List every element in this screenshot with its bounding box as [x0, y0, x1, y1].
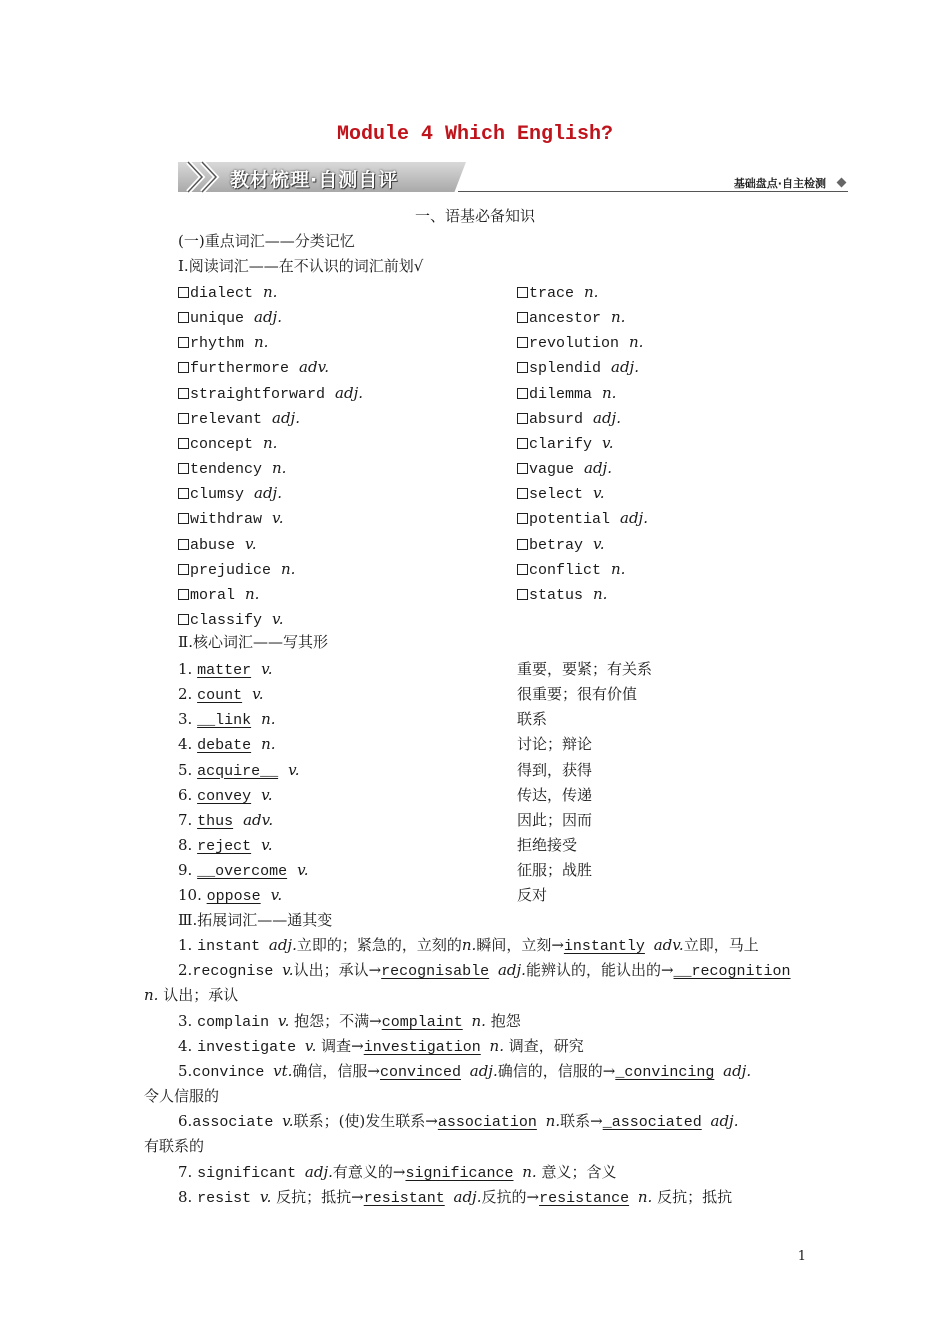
vocab-word: dialect [190, 285, 254, 302]
checkbox[interactable] [517, 337, 528, 348]
vocab-word: unique [190, 310, 245, 328]
vocab-word: abuse [190, 536, 236, 554]
item-number: 5. [178, 760, 193, 779]
answer-blank[interactable]: debate [197, 737, 252, 755]
part-of-speech: adj. [272, 408, 300, 427]
part-of-speech: v. [288, 760, 300, 779]
core-meaning: 传达，传递 [517, 785, 593, 804]
core-meaning: 很重要；很有价值 [517, 685, 638, 704]
vocab-item [178, 559, 295, 581]
vocab-item [517, 282, 598, 304]
item-number: 8. [178, 836, 193, 855]
vocab-word: trace [529, 285, 575, 302]
vocab-item [178, 534, 256, 556]
core-item [178, 659, 273, 681]
part2-heading: Ⅱ.核心词汇——写其形 [178, 633, 328, 651]
core-item [178, 760, 300, 782]
vocab-word: absurd [529, 410, 584, 428]
checkbox[interactable] [178, 287, 189, 298]
checkbox[interactable] [178, 388, 189, 399]
banner-right-text: 基础盘点·自主检测 [733, 177, 826, 190]
checkbox[interactable] [178, 463, 189, 474]
part-of-speech: v. [593, 534, 605, 553]
part-of-speech: n. [611, 559, 626, 578]
subheading: (一)重点词汇——分类记忆 [178, 232, 355, 250]
vocab-word: conflict [529, 561, 602, 579]
core-item [178, 810, 273, 832]
vocab-word: clarify [529, 435, 593, 453]
vocab-item [178, 282, 277, 304]
vocab-item [517, 584, 607, 606]
vocab-item [517, 408, 621, 430]
checkbox[interactable] [517, 488, 528, 499]
part3-heading: Ⅲ.拓展词汇——通其变 [178, 911, 333, 929]
core-meaning: 重要，要紧；有关系 [517, 660, 653, 678]
answer-blank[interactable]: count [197, 687, 243, 705]
checkbox[interactable] [517, 589, 528, 600]
answer-blank[interactable]: __overcome [197, 863, 288, 881]
part-of-speech: v. [593, 484, 605, 503]
core-item [178, 835, 273, 857]
part1-heading: Ⅰ.阅读词汇——在不认识的词汇前划√ [178, 257, 424, 275]
checkbox[interactable] [517, 287, 528, 298]
ext-item-5: 5.convince vt.确信，信服→convinced adj.确信的，信服的→_convincing adj. [178, 1062, 752, 1081]
item-number: 1. [178, 660, 193, 678]
checkbox[interactable] [178, 488, 189, 499]
item-number: 2. [178, 685, 193, 704]
part-of-speech: n. [584, 283, 599, 301]
ext-item-3: 3. complain v. 抱怨；不满→complaint n. 抱怨 [178, 1012, 521, 1031]
ext-item-5-cont: 令人信服的 [144, 1087, 220, 1105]
checkbox[interactable] [517, 463, 528, 474]
vocab-word: ancestor [529, 310, 602, 328]
vocab-word: splendid [529, 360, 602, 378]
section-banner [178, 160, 848, 196]
item-number: 4. [178, 735, 193, 754]
vocab-item [517, 332, 643, 354]
vocab-item [517, 357, 639, 379]
vocab-word: straightforward [190, 385, 326, 403]
banner-divider [458, 191, 848, 192]
chevron-arrows-icon [184, 160, 234, 194]
answer-blank[interactable]: oppose [206, 888, 261, 906]
item-number: 9. [178, 861, 193, 880]
vocab-item [517, 559, 625, 581]
vocab-item [178, 458, 286, 480]
vocab-word: vague [529, 461, 575, 479]
ext-item-8: 8. resist v. 反抗；抵抗→resistant adj.反抗的→resistance n. 反抗；抵抗 [178, 1188, 733, 1207]
checkbox[interactable] [178, 362, 189, 373]
vocab-item [517, 383, 616, 405]
part-of-speech: v. [245, 534, 257, 553]
part-of-speech: n. [263, 283, 278, 301]
vocab-item [517, 534, 604, 556]
vocab-item [178, 508, 283, 530]
part-of-speech: adj. [254, 484, 282, 503]
answer-blank[interactable]: convey [197, 787, 252, 805]
part-of-speech: v. [602, 433, 614, 452]
vocab-word: dilemma [529, 385, 593, 403]
answer-blank[interactable]: thus [197, 812, 234, 830]
part-of-speech: n. [629, 333, 644, 352]
vocab-word: concept [190, 435, 254, 453]
part-of-speech: n. [281, 559, 296, 578]
page-number: 1 [797, 1249, 806, 1264]
vocab-item [178, 357, 329, 379]
vocab-word: withdraw [190, 511, 263, 529]
vocab-item [178, 433, 277, 455]
part-of-speech: adj. [254, 308, 282, 327]
vocab-word: furthermore [190, 360, 290, 378]
core-meaning: 因此；因而 [517, 810, 593, 829]
core-meaning: 征服；战胜 [517, 861, 593, 880]
vocab-word: revolution [529, 335, 620, 353]
ext-item-1: 1. instant adj.立即的；紧急的，立刻的n.瞬间，立刻→instantly adv.立即，马上 [178, 936, 759, 955]
part-of-speech: v. [252, 685, 264, 704]
banner-left-text: 教材梳理·自测自评 [230, 169, 399, 191]
answer-blank[interactable]: matter [197, 662, 252, 679]
checkbox[interactable] [178, 614, 189, 625]
part-of-speech: adv. [243, 810, 274, 829]
part-of-speech: n. [261, 735, 276, 754]
vocab-item [178, 383, 363, 405]
part-of-speech: adj. [593, 408, 621, 427]
part-of-speech: n. [272, 459, 287, 478]
item-number: 6. [178, 785, 193, 804]
vocab-item [517, 483, 604, 505]
core-meaning: 联系 [517, 710, 548, 729]
answer-blank[interactable]: reject [197, 838, 252, 856]
part-of-speech: v. [261, 785, 273, 804]
checkbox[interactable] [178, 413, 189, 424]
core-item [178, 860, 309, 882]
ext-item-4: 4. investigate v. 调查→investigation n. 调查，研究 [178, 1037, 584, 1056]
diamond-icon [837, 178, 847, 188]
part-of-speech: v. [261, 660, 273, 678]
part-of-speech: adj. [611, 358, 639, 377]
checkbox[interactable] [517, 388, 528, 399]
part-of-speech: n. [263, 433, 278, 452]
vocab-word: status [529, 586, 584, 604]
checkbox[interactable] [178, 312, 189, 323]
part-of-speech: v. [297, 861, 309, 880]
part-of-speech: v. [272, 509, 284, 528]
part-of-speech: n. [593, 584, 608, 603]
part-of-speech: adj. [335, 383, 363, 402]
answer-blank[interactable]: acquire__ [197, 762, 279, 780]
part-of-speech: adv. [299, 358, 330, 377]
checkbox[interactable] [178, 513, 189, 524]
vocab-item [178, 483, 282, 505]
checkbox[interactable] [178, 337, 189, 348]
checkbox[interactable] [178, 564, 189, 575]
vocab-word: moral [190, 586, 236, 604]
ext-item-2-cont: n. 认出；承认 [144, 986, 239, 1004]
vocab-item [178, 332, 268, 354]
checkbox[interactable] [517, 539, 528, 550]
ext-item-6: 6.associate v.联系；(使)发生联系→association n.联系→_associated adj. [178, 1112, 739, 1131]
part-of-speech: n. [602, 383, 617, 402]
part-of-speech: adj. [584, 459, 612, 478]
checkbox[interactable] [517, 564, 528, 575]
core-meaning: 得到，获得 [517, 760, 593, 779]
checkbox[interactable] [517, 438, 528, 449]
part-of-speech: n. [254, 333, 269, 352]
part-of-speech: n. [245, 584, 260, 603]
core-meaning: 反对 [517, 886, 548, 905]
vocab-word: betray [529, 536, 584, 554]
vocab-word: relevant [190, 410, 263, 428]
part-of-speech: n. [611, 308, 626, 327]
vocab-word: classify [190, 611, 263, 629]
core-item [178, 885, 282, 907]
ext-item-7: 7. significant adj.有意义的→significance n. 意义；含义 [178, 1163, 617, 1182]
checkbox[interactable] [178, 589, 189, 600]
core-item [178, 785, 273, 807]
checkbox[interactable] [517, 513, 528, 524]
part-of-speech: adj. [620, 509, 648, 528]
core-item [178, 709, 276, 731]
answer-blank[interactable]: __link [197, 712, 252, 730]
vocab-item [178, 584, 259, 606]
vocab-word: select [529, 486, 584, 504]
vocab-word: clumsy [190, 486, 245, 504]
item-number: 10. [178, 886, 202, 905]
core-meaning: 拒绝接受 [517, 836, 578, 855]
vocab-word: rhythm [190, 335, 245, 353]
vocab-item [517, 307, 625, 329]
section-heading: 一、语基必备知识 [414, 207, 535, 225]
vocab-item [178, 609, 283, 631]
vocab-item [178, 307, 282, 329]
ext-item-2: 2.recognise v.认出；承认→recognisable adj.能辨认的，能认出的→__recognition [178, 961, 791, 980]
item-number: 3. [178, 710, 193, 729]
vocab-word: potential [529, 511, 611, 529]
item-number: 7. [178, 810, 193, 829]
checkbox[interactable] [517, 362, 528, 373]
part-of-speech: v. [261, 836, 273, 855]
page-title: Module 4 Which English? [336, 123, 614, 146]
checkbox[interactable] [517, 312, 528, 323]
ext-item-6-cont: 有联系的 [144, 1137, 205, 1155]
checkbox[interactable] [517, 413, 528, 424]
part-of-speech: v. [272, 609, 284, 628]
checkbox[interactable] [178, 438, 189, 449]
vocab-item [517, 508, 648, 530]
vocab-item [517, 433, 613, 455]
core-item [178, 684, 264, 706]
core-item [178, 734, 276, 756]
vocab-item [517, 458, 612, 480]
part-of-speech: v. [270, 886, 283, 905]
vocab-item [178, 408, 300, 430]
core-meaning: 讨论；辩论 [517, 735, 593, 754]
vocab-word: tendency [190, 461, 263, 479]
vocab-word: prejudice [190, 561, 272, 579]
part-of-speech: n. [261, 710, 276, 729]
checkbox[interactable] [178, 539, 189, 550]
